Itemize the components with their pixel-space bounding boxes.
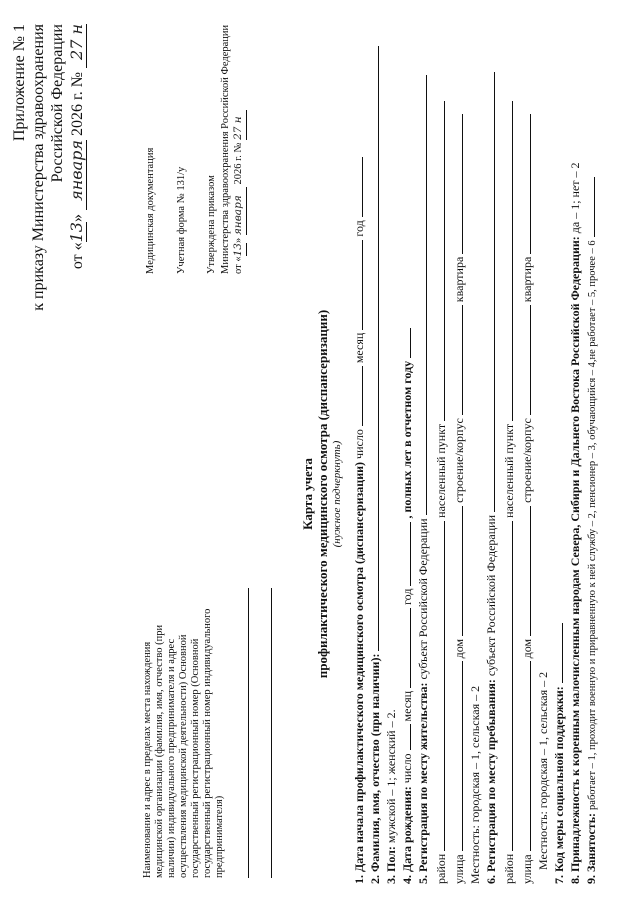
- item-5-house-field[interactable]: [452, 506, 463, 636]
- appendix-ministry: Российской Федерации: [49, 24, 66, 183]
- appendix-title: Приложение № 1: [11, 24, 28, 142]
- item-3: 3. Пол: мужской – 1; женский – 2.: [384, 709, 398, 884]
- med-doc-form: Учетная форма № 131/у: [175, 166, 187, 274]
- item-1-year-field[interactable]: [352, 157, 363, 217]
- item-8: 8. Принадлежность к коренным малочисленным народам Севера, Сибири и Дальнего Востока Российской Федерации: да – 1; нет – 2: [568, 162, 582, 884]
- med-doc-approved: Утверждена приказом: [206, 175, 217, 274]
- appendix-date-month: января: [67, 140, 87, 210]
- item-5-street-row: улица дом строение/корпус квартира: [452, 114, 467, 884]
- appendix-order: к приказу Министерства здравоохранения: [30, 24, 47, 311]
- card-title-line1: Карта учета: [300, 458, 315, 530]
- card-title: [300, 234, 345, 754]
- item-1-day-field[interactable]: [352, 366, 363, 426]
- item-4-month-field[interactable]: [400, 608, 411, 688]
- item-2-name-field[interactable]: [368, 46, 379, 651]
- item-6-subject-field[interactable]: [484, 72, 495, 512]
- item-1-month-field[interactable]: [352, 240, 363, 330]
- item-7-code-field[interactable]: [552, 623, 563, 683]
- item-5: 5. Регистрация по месту жительства: субъект Российской Федерации: [416, 75, 431, 884]
- item-9-other-field[interactable]: [584, 177, 595, 237]
- card-title-note: (нужное подчеркнуть): [331, 440, 343, 548]
- item-6-apartment-field[interactable]: [520, 114, 531, 254]
- item-6-house-field[interactable]: [520, 506, 531, 636]
- item-5-district-row: район населенный пункт: [434, 101, 449, 884]
- item-6-street-field[interactable]: [520, 661, 531, 851]
- appendix-date: от «13» января 2026 г. № 27 н: [67, 24, 86, 270]
- item-5-locality: Местность: городская – 1, сельская – 2: [468, 685, 482, 884]
- med-doc-label: Медицинская документация: [145, 147, 156, 274]
- item-4-day-field[interactable]: [400, 724, 411, 750]
- item-9: 9. Занятость: работает – 1, проходит военную и приравненную к ней службу – 2, пенсионер – 3, обучающийся – 4,не работает – 5, прочее – 6: [584, 177, 599, 884]
- medical-documentation-block: [144, 25, 247, 274]
- item-5-subject-field[interactable]: [416, 75, 427, 515]
- item-6-locality: Местность: городская – 1, сельская – 2: [536, 671, 550, 870]
- item-6-settlement-field[interactable]: [502, 101, 513, 421]
- item-4-year-field[interactable]: [400, 522, 411, 586]
- appendix-header: [10, 24, 87, 344]
- item-6-street-row: улица дом строение/корпус квартира: [520, 114, 535, 884]
- item-6-district-field[interactable]: [502, 521, 513, 851]
- item-6-district-row: район населенный пункт: [502, 101, 517, 884]
- item-5-settlement-field[interactable]: [434, 101, 445, 421]
- item-4: 4. Дата рождения: число месяц год , полных лет в отчетном году: [400, 328, 415, 884]
- item-5-building-field[interactable]: [452, 305, 463, 415]
- organization-line-2: [261, 588, 272, 878]
- item-4-age-field[interactable]: [400, 328, 411, 358]
- appendix-date-day: 13: [67, 222, 86, 243]
- organization-block: [142, 588, 272, 878]
- item-6-building-field[interactable]: [520, 305, 531, 415]
- item-7: 7. Код меры социальной поддержки:: [552, 623, 567, 884]
- item-6: 6. Регистрация по месту пребывания: субъект Российской Федерации: [484, 72, 499, 884]
- organization-line-1: [238, 588, 249, 878]
- appendix-date-number: 27 н: [67, 24, 87, 68]
- item-5-apartment-field[interactable]: [452, 114, 463, 254]
- item-5-street-field[interactable]: [452, 661, 463, 851]
- items-block: [352, 14, 636, 884]
- item-2: 2. Фамилия, имя, отчество (при наличии):: [368, 46, 383, 884]
- item-1: 1. Дата начала профилактического медицинского осмотра (диспансеризации) число месяц год: [352, 157, 367, 884]
- item-5-district-field[interactable]: [434, 521, 445, 851]
- med-doc-ministry: Министерства здравоохранения Российской Федерации: [219, 24, 231, 274]
- card-title-line2: профилактического медицинского осмотра (диспансеризации): [315, 309, 330, 679]
- med-doc-date: от «13» января 2026 г. № 27 н: [232, 25, 247, 274]
- organization-label: Наименование и адрес в пределах места нахождения медицинской организации (фамилия, имя, отчество (при наличии) индивидуального предпринимателя и адрес осуществления медицинской деятельности) Основной государственный регистрационный номер (Основной государственный регистрационный номер индивидуального предпринимателя): [142, 608, 225, 878]
